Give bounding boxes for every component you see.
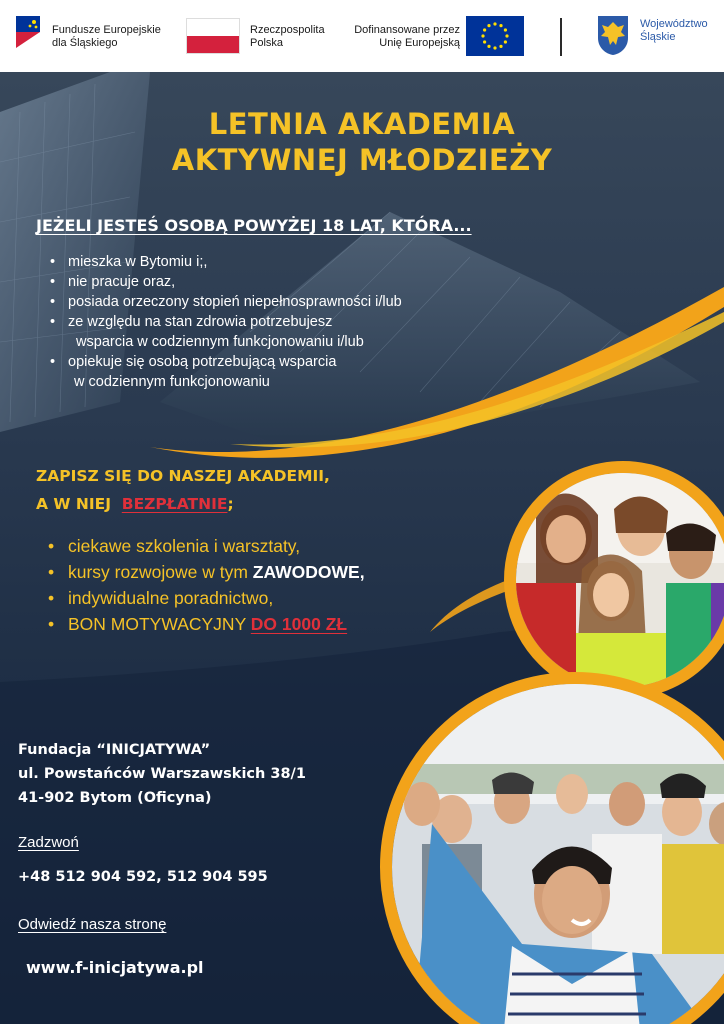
list-item-continuation: wsparcia w codziennym funkcjonowaniu i/lub [68,334,364,350]
list-item: • kursy rozwojowe w tym ZAWODOWE, [48,562,365,582]
european-funds-label: Fundusze Europejskie dla Śląskiego [52,24,161,49]
website-url[interactable]: www.f-inicjatywa.pl [26,958,204,977]
title-line-1: LETNIA AKADEMIA [208,107,516,141]
list-item: • indywidualne poradnictwo, [48,588,274,608]
call-link[interactable]: Zadzwoń [18,834,79,851]
eu-flag-icon [466,16,524,56]
benefits-list [46,533,365,637]
title-line-2: AKTYWNEJ MŁODZIEŻY [171,143,553,177]
organization-name: Fundacja “INICJATYWA” [18,742,211,758]
signup-cta [36,462,330,518]
address-line-1: ul. Powstańców Warszawskich 38/1 [18,766,306,782]
poland-label: Rzeczpospolita Polska [250,24,325,49]
list-item: • nie pracuje oraz, [50,274,176,290]
list-item: • BON MOTYWACYJNY DO 1000 ZŁ [48,614,348,634]
eligibility-list [36,252,402,392]
cta-line-2: A W NIEJ BEZPŁATNIE; [36,495,234,513]
free-highlight: BEZPŁATNIE [121,495,228,513]
cta-line-1: ZAPISZ SIĘ DO NASZEJ AKADEMII, [36,467,330,485]
european-funds-logo-icon [14,12,44,50]
poster-title [0,106,724,178]
logo-bar [0,0,724,72]
website-link-label[interactable]: Odwiedź nasza stronę [18,916,167,933]
eu-funding-label: Dofinansowane przez Unię Europejską [354,24,460,49]
list-item-continuation: w codziennym funkcjonowaniu [74,374,270,390]
list-item: • mieszka w Bytomiu i;, [50,254,208,270]
region-label: Województwo Śląskie [640,18,708,43]
poland-flag-icon [186,18,240,54]
list-item: • ciekawe szkolenia i warsztaty, [48,536,301,556]
organization-address [18,738,306,810]
silesia-eagle-crest-icon [596,14,630,56]
voucher-amount: DO 1000 ZŁ [250,614,348,634]
list-item: • posiada orzeczony stopień niepełnosprawności i/lub [50,294,402,310]
address-line-2: 41-902 Bytom (Oficyna) [18,790,212,806]
phone-numbers[interactable]: +48 512 904 592, 512 904 595 [18,869,268,885]
list-item: • opiekuje się osobą potrzebującą wsparcia [50,354,337,370]
eligibility-heading: JEŻELI JESTEŚ OSOBĄ POWYŻEJ 18 LAT, KTÓRA... [36,216,472,235]
logo-divider [560,18,562,56]
list-item: • ze względu na stan zdrowia potrzebujesz [50,314,333,330]
